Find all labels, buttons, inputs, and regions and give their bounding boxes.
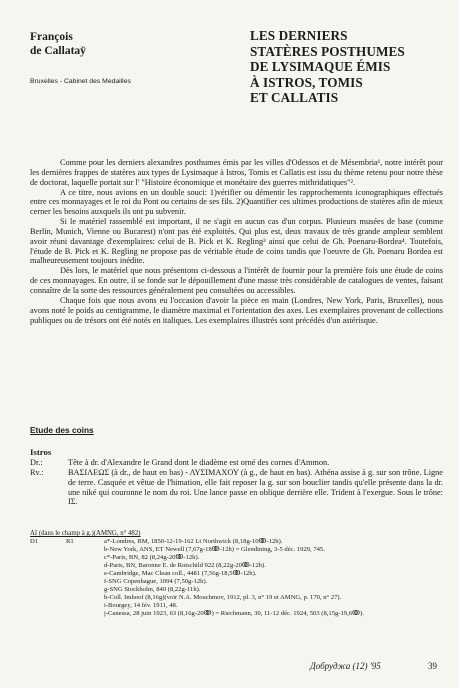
reverse-die-id: [66, 586, 104, 594]
catalog-row: [30, 586, 443, 594]
catalog-row: [30, 594, 443, 602]
paragraph: Si le matériel rassemblé est important, il ne s'agit en aucun cas d'un corpus. Plusieurs musées de base (comme Berlin, Munich, Vienne ou Bucarest) n'ont pas été exploités. Qui plus est, deux travaux de très grande ampleur semblent avoir réuni davantage d'exemplaires: celui de B. Pick et K. Regling³ ainsi que celui de Gh. Poenaru-Bordea⁴. Toutefois, l'étude de B. Pick et K. Regling ne propose pas de véritable étude de coins tandis que l'oeuvre de Gh. Poenaru Bordea est malheureusement toujours inédite.: [30, 217, 443, 266]
specimen-entry: b-New York, ANS, ET Newell (7,67g-18ↂ-12h) = Glendining, 3-5 déc. 1929, 745.: [104, 546, 325, 554]
reverse-die-id: [66, 610, 104, 618]
obverse-die-id: [30, 570, 66, 578]
obverse-die-id: D1: [30, 538, 39, 546]
title-line: ET CALLATIS: [250, 90, 339, 105]
obverse-row: [30, 458, 443, 468]
title-line: LES DERNIERS: [250, 28, 348, 43]
reverse-die-id: [66, 594, 104, 602]
reverse-die-id: R1: [66, 538, 74, 546]
author-name-line1: François: [30, 31, 73, 43]
specimen-entry: a*-Londres, BM, 1850-12-19-162 Lt Northwick (8,18g-10ↂ-12h).: [104, 538, 283, 546]
journal-footer: Добруджа (12) '95: [310, 661, 381, 671]
paragraph: Chaque fois que nous avons eu l'occasion d'avoir la pièce en main (Londres, New York, Paris, Bruxelles), nous avons noté le poids au centigramme, le diamètre maximal et l'orientation des axes. Les exemplaires provenant de collections publiques ou de trésors ont été notés en italiques. Les exemplaires illustrés sont précédés d'un astérisque.: [30, 295, 443, 325]
specimen-entry: f-SNG Copenhague, 1094 (7,50g-12h).: [104, 578, 208, 586]
section-heading: Etude des coins: [30, 425, 94, 435]
reverse-die-id: [66, 562, 104, 570]
reverse-text: ΒΑΣΙΛΕΩΣ (à dr., de haut en bas) - ΛΥΣΙΜΑΧΟΥ (à g., de haut en bas). Athéna assise à g. sur son trône. Ligne de terre. Casquée et vêtue de l'himation, elle fait reposer la g. sur son bouclier tandis qu'elle présente dans la dr. une niké qui couronne le nom du roi. Une lance passe en oblique derrière elle. Trident à l'exergue. Sous le trône: ΙΣ.: [68, 467, 443, 507]
author-name-line2: de Callataÿ: [30, 45, 86, 57]
reverse-die-id: [66, 602, 104, 610]
catalog-heading: AI (dans le champ à g.)(AMNG, n° 482): [30, 530, 141, 537]
title-line: DE LYSIMAQUE ÉMIS: [250, 59, 391, 74]
specimen-entry: j-Canessa, 28 juin 1923, 63 (8,16g-20ↂ) = Riechmann, 30, 11-12 déc. 1924, 503 (8,15g-19,6ↂ).: [104, 610, 364, 618]
die-catalog: [30, 530, 443, 619]
title-line: À ISTROS, TOMIS: [250, 74, 363, 90]
paragraph: A ce titre, nous avions en un double souci: 1)vérifier ou démentir les rapprochements iconographiques effectués entre ces monnayages et le roi du Pont ou certains de ses fils. 2)Quantifier ces ultimes productions de statères afin de mieux cerner les besoins auxquels ils ont pu subvenir.: [30, 187, 443, 217]
obverse-label: Dr.:: [30, 458, 43, 467]
reverse-die-id: [66, 578, 104, 586]
paragraph: Comme pour les derniers alexandres posthumes émis par les villes d'Odessos et de Mésembria¹, notre intérêt pour les dernières frappes de statères aux types de Lysimaque à Istros, Tomis et Callatis est issu du thème retenu pour notre thèse de doctorat, laquelle portait sur l' "Histoire économique et monétaire des guerres mithridatiques"².: [30, 158, 443, 187]
obverse-die-id: [30, 586, 66, 594]
obverse-die-id: [30, 610, 66, 618]
page-number: 39: [428, 661, 437, 671]
coin-description: [30, 458, 443, 507]
catalog-rows: [30, 538, 443, 618]
article-body: [30, 158, 443, 325]
specimen-entry: i-Bourgey, 14 fév. 1911, 48.: [104, 602, 178, 610]
catalog-row: [30, 546, 443, 554]
obverse-die-id: [30, 554, 66, 562]
catalog-row: [30, 610, 443, 618]
reverse-die-id: [66, 554, 104, 562]
specimen-entry: d-Paris, BN, Baronne E. de Rotschild 922 (8,22g-20ↂ-12h).: [104, 562, 266, 570]
author-block: [30, 30, 180, 85]
obverse-die-id: [30, 602, 66, 610]
catalog-row: [30, 570, 443, 578]
paragraph: Dès lors, le matériel que nous présentons ci-dessous a l'intérêt de fournir pour la première fois une étude de coins de ces monnayages. En outre, il se fonde sur le dépouillement d'une masse très considérable de catalogues de ventes, faisant connaître de la sorte des ressources généralement peu consultées ou accessibles.: [30, 266, 443, 295]
reverse-label: Rv.:: [30, 467, 44, 477]
obverse-die-id: [30, 562, 66, 570]
catalog-row: [30, 578, 443, 586]
reverse-row: [30, 468, 443, 507]
catalog-row: [30, 554, 443, 562]
catalog-row: [30, 602, 443, 610]
author-affiliation: Bruxelles - Cabinet des Medailles: [30, 78, 131, 85]
catalog-row: [30, 538, 443, 546]
catalog-row: [30, 562, 443, 570]
title-line: STATÈRES POSTHUMES: [250, 43, 405, 59]
reverse-die-id: [66, 570, 104, 578]
specimen-entry: c*-Paris, BN, 82 (8,24g-20ↂ-12h).: [104, 554, 200, 562]
specimen-entry: e-Cambridge, Mac Clean coll., 4481 (7,56g-18,5ↂ-12h).: [104, 570, 257, 578]
obverse-die-id: [30, 546, 66, 554]
specimen-entry: h-Coll. Imhoof (8,16g)(voir N.A. Mouchmov, 1912, pl. 3, n° 19 et AMNG, p. 170, n° 27).: [104, 594, 342, 602]
article-title: [250, 28, 450, 106]
obverse-die-id: [30, 578, 66, 586]
specimen-entry: g-SNG Stockholm, 840 (8,22g-11h).: [104, 586, 201, 594]
reverse-die-id: [66, 546, 104, 554]
obverse-text: Tête à dr. d'Alexandre le Grand dont le diadème est orné des cornes d'Ammon.: [68, 458, 330, 467]
obverse-die-id: [30, 594, 66, 602]
subsection-heading: Istros: [30, 447, 52, 457]
